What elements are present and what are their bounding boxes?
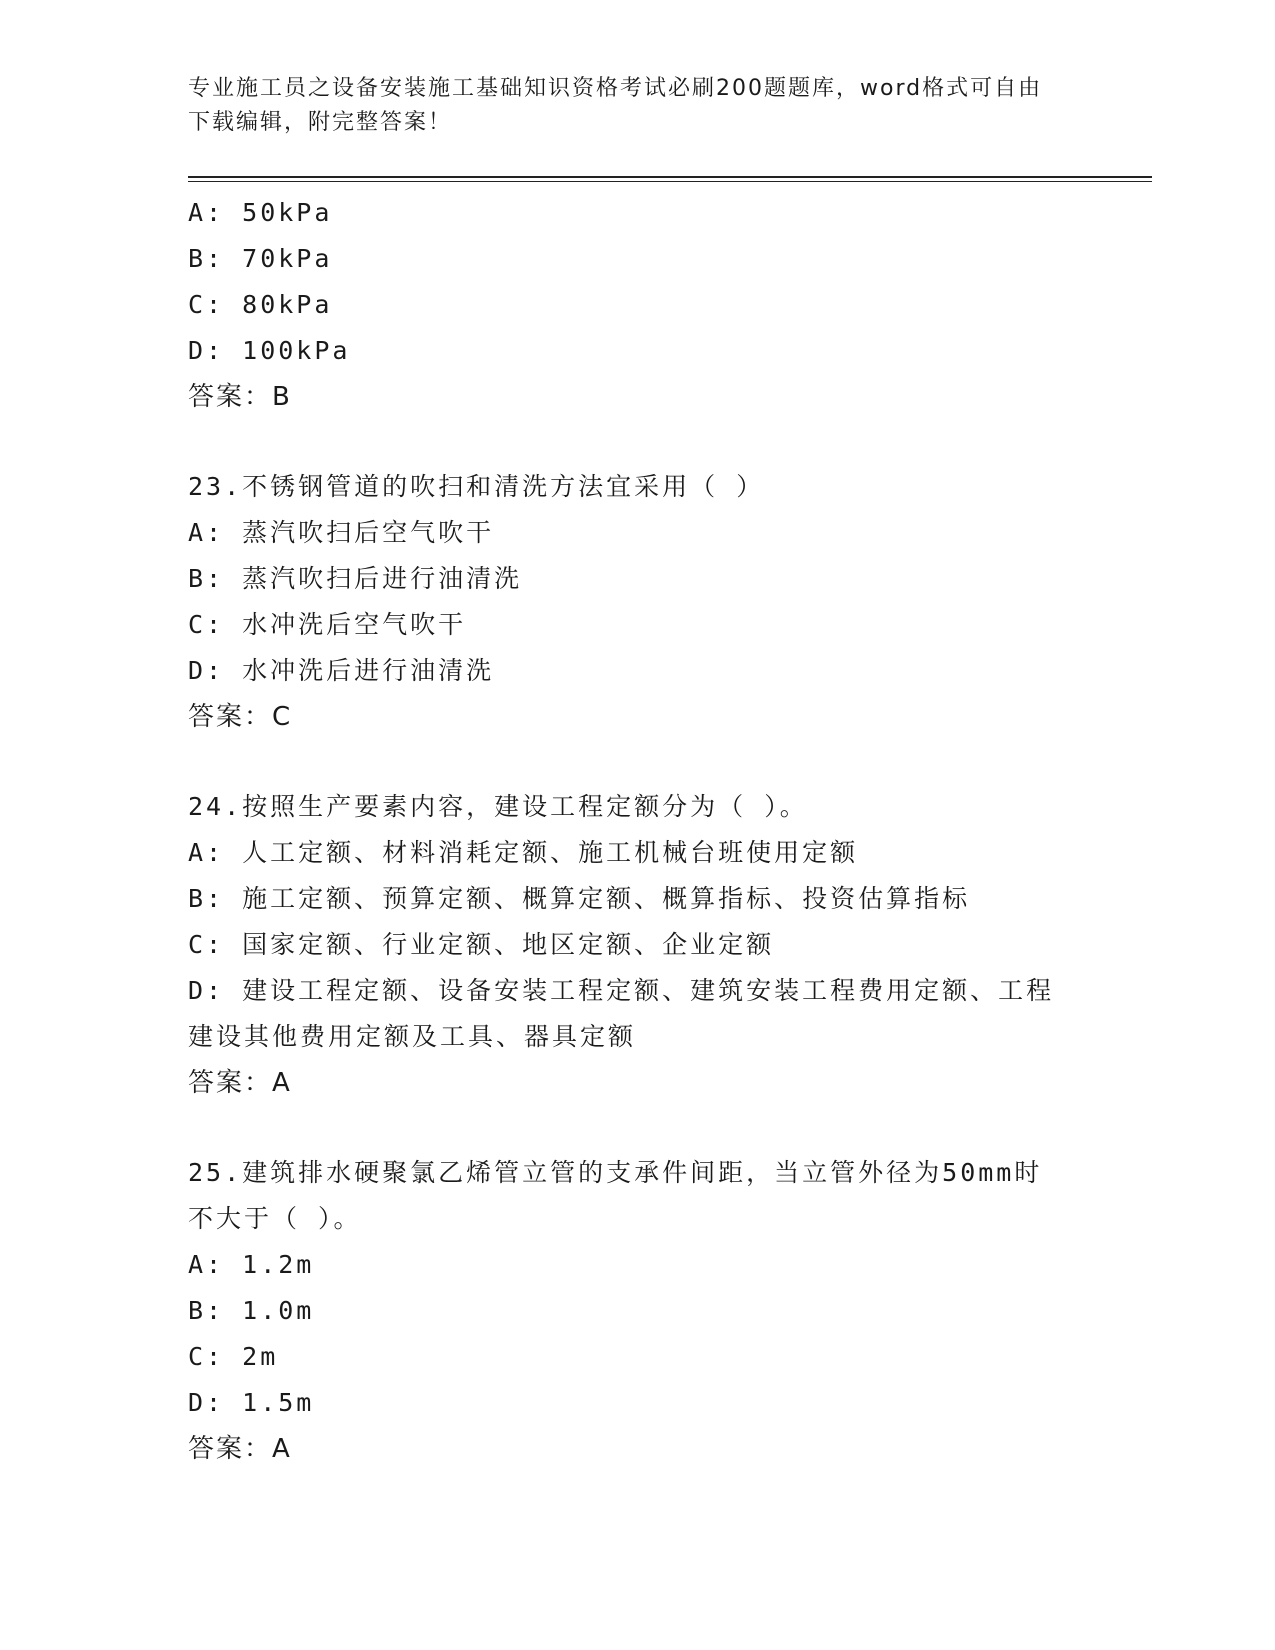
option-b: B: 施工定额、预算定额、概算定额、概算指标、投资估算指标	[188, 884, 971, 913]
question-title-line-1: 25.建筑排水硬聚氯乙烯管立管的支承件间距，当立管外径为50mm时	[188, 1158, 1043, 1187]
answer: 答案：B	[188, 382, 292, 412]
option-a: A: 人工定额、材料消耗定额、施工机械台班使用定额	[188, 838, 859, 867]
option-c: C: 80kPa	[188, 290, 333, 319]
question-list	[188, 190, 1088, 1516]
answer: 答案：C	[188, 702, 293, 732]
option-b: B: 蒸汽吹扫后进行油清洗	[188, 564, 523, 593]
question-23	[188, 464, 1088, 740]
option-d-continued: 建设其他费用定额及工具、器具定额	[188, 1022, 637, 1051]
header-rule-thick	[188, 176, 1152, 178]
option-c: C: 水冲洗后空气吹干	[188, 610, 467, 639]
option-d: D: 建设工程定额、设备安装工程定额、建筑安装工程费用定额、工程	[188, 976, 1055, 1005]
option-d: D: 100kPa	[188, 336, 351, 365]
option-d: D: 水冲洗后进行油清洗	[188, 656, 495, 685]
question-title: 24.按照生产要素内容，建设工程定额分为（ ）。	[188, 792, 808, 821]
question-22	[188, 190, 1088, 420]
option-c: C: 国家定额、行业定额、地区定额、企业定额	[188, 930, 775, 959]
header-line-1: 专业施工员之设备安装施工基础知识资格考试必刷200题题库，word格式可自由	[188, 76, 1043, 101]
option-c: C: 2m	[188, 1342, 279, 1371]
answer: 答案：A	[188, 1068, 292, 1098]
option-b: B: 1.0m	[188, 1296, 315, 1325]
question-24	[188, 784, 1088, 1106]
question-title-line-2: 不大于（ ）。	[188, 1204, 362, 1233]
option-a: A: 蒸汽吹扫后空气吹干	[188, 518, 495, 547]
answer: 答案：A	[188, 1434, 292, 1464]
question-25	[188, 1150, 1088, 1472]
header-line-2: 下载编辑，附完整答案！	[188, 110, 453, 135]
option-a: A: 1.2m	[188, 1250, 315, 1279]
question-title: 23.不锈钢管道的吹扫和清洗方法宜采用（ ）	[188, 472, 765, 501]
option-d: D: 1.5m	[188, 1388, 315, 1417]
header-rule-thin	[188, 181, 1152, 182]
option-b: B: 70kPa	[188, 244, 333, 273]
document-header	[188, 72, 1068, 140]
option-a: A: 50kPa	[188, 198, 333, 227]
